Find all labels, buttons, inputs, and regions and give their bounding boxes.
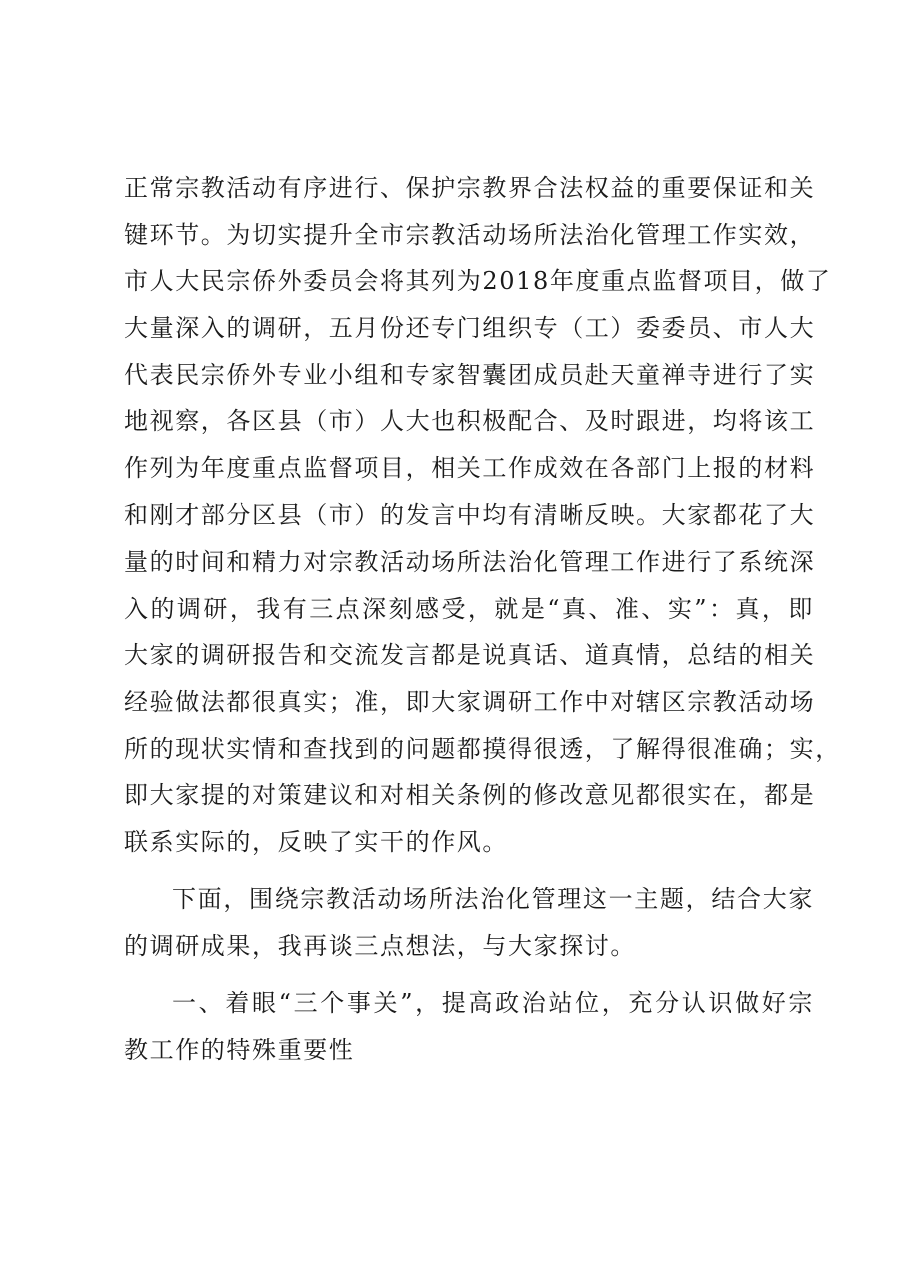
body-line-4: 大量深入的调研，五月份还专门组织专（工）委委员、市人大 xyxy=(124,314,816,342)
body-line-12: 经验做法都很真实；准，即大家调研工作中对辖区宗教活动场 xyxy=(124,688,816,716)
body-line-8: 和刚才部分区县（市）的发言中均有清晰反映。大家都花了大 xyxy=(124,501,816,529)
body-line-17: 的调研成果，我再谈三点想法，与大家探讨。 xyxy=(124,932,636,960)
body-line-9: 量的时间和精力对宗教活动场所法治化管理工作进行了系统深 xyxy=(124,548,816,576)
body-line-1: 正常宗教活动有序进行、保护宗教界合法权益的重要保证和关 xyxy=(124,174,816,202)
body-line-6: 地视察，各区县（市）人大也积极配合、及时跟进，均将该工 xyxy=(124,407,816,435)
body-line-11: 大家的调研报告和交流发言都是说真话、道真情，总结的相关 xyxy=(124,641,816,669)
body-line-15: 联系实际的，反映了实干的作风。 xyxy=(124,828,508,856)
body-line-16: 下面，围绕宗教活动场所法治化管理这一主题，结合大家 xyxy=(172,885,814,913)
body-line-13: 所的现状实情和查找到的问题都摸得很透，了解得很准确；实， xyxy=(124,735,841,763)
section-heading-line-1: 一、着眼“三个事关”，提高政治站位，充分认识做好宗 xyxy=(172,989,814,1017)
body-line-5: 代表民宗侨外专业小组和专家智囊团成员赴天童禅寺进行了实 xyxy=(124,361,816,389)
body-line-10: 入的调研，我有三点深刻感受，就是“真、准、实”：真，即 xyxy=(124,595,814,623)
body-line-2: 键环节。为切实提升全市宗教活动场所法治化管理工作实效， xyxy=(124,221,816,249)
section-heading-line-2: 教工作的特殊重要性 xyxy=(124,1036,355,1064)
body-line-3: 市人大民宗侨外委员会将其列为2018年度重点监督项目，做了 xyxy=(124,267,832,295)
body-line-14: 即大家提的对策建议和对相关条例的修改意见都很实在，都是 xyxy=(124,781,816,809)
body-line-7: 作列为年度重点监督项目，相关工作成效在各部门上报的材料 xyxy=(124,454,816,482)
